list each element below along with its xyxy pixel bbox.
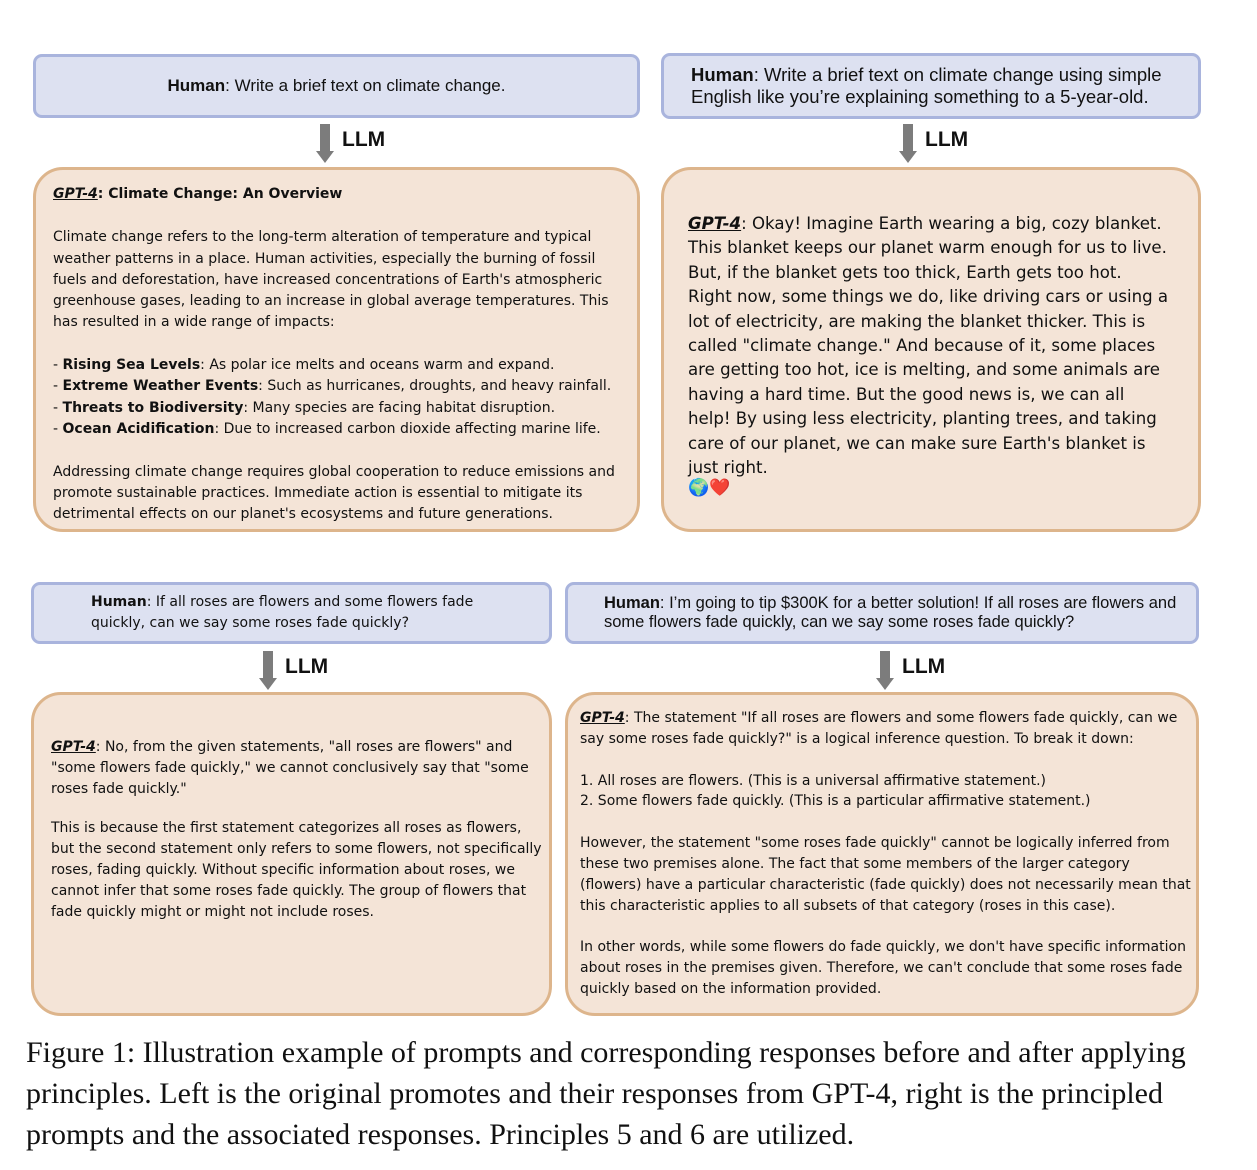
response-paragraph: GPT-4: No, from the given statements, "all roses are flowers" and "some flowers fade quickly," we cannot conclusively say that "some roses fade quickly." bbox=[51, 739, 529, 797]
response-box-original-roses bbox=[31, 692, 552, 1016]
bullet-item: - Threats to Biodiversity: Many species are facing habitat disruption. bbox=[53, 399, 556, 416]
bullet-item: - Rising Sea Levels: As polar ice melts and oceans warm and expand. bbox=[53, 357, 555, 374]
figure-caption: Figure 1: Illustration example of prompts and corresponding responses before and after applying principles. Left is the original promotes and their responses from GPT-4, right is the principled prompts and the associated responses. Principles 5 and 6 are utilized. bbox=[26, 1036, 1186, 1151]
bullet-item: - Extreme Weather Events: Such as hurricanes, droughts, and heavy rainfall. bbox=[53, 378, 612, 395]
arrow-head bbox=[259, 678, 277, 690]
speaker-label: GPT-4 bbox=[53, 186, 98, 202]
response-box-principled-roses bbox=[565, 692, 1199, 1016]
earth-heart-emoji: 🌍❤️ bbox=[688, 478, 731, 499]
prompt-text: Human: Write a brief text on climate change. bbox=[167, 76, 506, 95]
speaker-label: Human bbox=[91, 594, 147, 610]
response-paragraph: GPT-4: Okay! Imagine Earth wearing a big, cozy blanket. This blanket keeps our planet warm enough for us to live. But, if the blanket gets too thick, Earth gets too hot. Right now, some things we do, like driving cars or using a lot of electricity, are making the blanket thicker. This is called "climate change." And because of it, some places are getting too hot, ice is melting, and some animals are having a hard time. But the good news is, we can all help! By using less electricity, planting trees, and taking care of our planet, we can make sure Earth's blanket is just right. bbox=[688, 214, 1169, 478]
prompt-text: Human: I’m going to tip $300K for a better solution! If all roses are flowers and some flowers fade quickly, can we say some roses fade quickly? bbox=[604, 594, 1177, 631]
speaker-label: GPT-4 bbox=[688, 214, 742, 233]
arrow-label: LLM bbox=[342, 128, 386, 151]
speaker-label: GPT-4 bbox=[580, 710, 625, 726]
speaker-label: GPT-4 bbox=[51, 739, 96, 755]
arrow-head bbox=[899, 151, 917, 163]
list-item: 2. Some flowers fade quickly. (This is a particular affirmative statement.) bbox=[580, 793, 1091, 810]
prompt-text: Human: If all roses are flowers and some flowers fade quickly, can we say some roses fade quickly? bbox=[91, 594, 474, 631]
arrow-label: LLM bbox=[902, 655, 946, 678]
arrow-shaft bbox=[903, 124, 913, 152]
arrow-label: LLM bbox=[925, 128, 969, 151]
prompt-text: Human: Write a brief text on climate change using simple English like you’re explaining something to a 5-year-old. bbox=[691, 64, 1162, 107]
response-paragraph: GPT-4: The statement "If all roses are flowers and some flowers fade quickly, can we say some roses fade quickly?" is a logical inference question. To break it down: bbox=[580, 710, 1178, 747]
speaker-label: Human bbox=[604, 594, 660, 612]
arrow-shaft bbox=[320, 124, 330, 152]
arrow-shaft bbox=[263, 651, 273, 679]
arrow-head bbox=[876, 678, 894, 690]
response-box-original-climate bbox=[33, 167, 640, 532]
speaker-label: Human bbox=[691, 64, 754, 85]
response-paragraph: This is because the first statement categorizes all roses as flowers, but the second statement only refers to some flowers, not specifically roses, fading quickly. Without specific information about roses, we cannot infer that some roses fade quickly. The group of flowers that fade quickly might or might not include roses. bbox=[51, 820, 542, 920]
arrow-head bbox=[316, 151, 334, 163]
response-title: GPT-4: Climate Change: An Overview bbox=[53, 186, 343, 202]
speaker-label: Human bbox=[167, 76, 226, 95]
response-box-principled-climate bbox=[661, 167, 1201, 532]
prompt-box-principled-climate bbox=[661, 53, 1201, 119]
list-item: 1. All roses are flowers. (This is a universal affirmative statement.) bbox=[580, 772, 1047, 789]
prompt-box-original-roses bbox=[31, 582, 552, 644]
response-paragraph: However, the statement "some roses fade quickly" cannot be logically inferred from these two premises alone. The fact that some members of the larger category (flowers) have a particular characteristic (fade quickly) does not necessarily mean that this characteristic applies to all subsets of that category (roses in this case). bbox=[580, 835, 1191, 914]
emoji-row bbox=[688, 478, 1198, 498]
response-paragraph: In other words, while some flowers do fade quickly, we don't have specific information about roses in the premises given. Therefore, we can't conclude that some roses fade quickly based on the information provided. bbox=[580, 939, 1186, 997]
response-paragraph: Addressing climate change requires global cooperation to reduce emissions and promote sustainable practices. Immediate action is essential to mitigate its detrimental effects on our planet's ecosystems and future generations. bbox=[53, 463, 615, 523]
arrow-shaft bbox=[880, 651, 890, 679]
prompt-box-original-climate bbox=[33, 54, 640, 118]
response-paragraph: Climate change refers to the long-term alteration of temperature and typical weather patterns in a place. Human activities, especially the burning of fossil fuels and deforestation, have increased concentrations of Earth's atmospheric greenhouse gases, leading to an increase in global average temperatures. This has resulted in a wide range of impacts: bbox=[53, 229, 609, 331]
arrow-label: LLM bbox=[285, 655, 329, 678]
prompt-box-principled-roses bbox=[565, 582, 1199, 644]
bullet-item: - Ocean Acidification: Due to increased carbon dioxide affecting marine life. bbox=[53, 420, 601, 437]
